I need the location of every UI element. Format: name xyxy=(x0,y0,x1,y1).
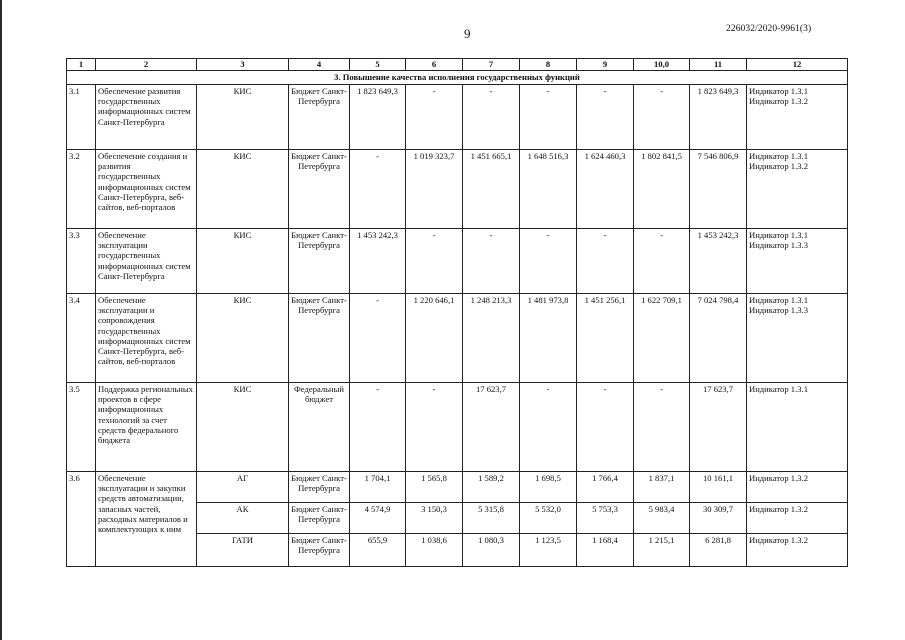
indicator-cell: Индикатор 1.3.1 Индикатор 1.3.3 xyxy=(747,294,848,383)
executor-cell: КИС xyxy=(197,85,289,150)
amount-cell: 1 589,2 xyxy=(463,472,520,503)
amount-cell: - xyxy=(634,383,690,472)
amount-cell: - xyxy=(577,85,634,150)
amount-cell: 1 248 213,3 xyxy=(463,294,520,383)
amount-cell: - xyxy=(520,383,577,472)
row-number: 3.2 xyxy=(67,150,96,229)
amount-cell: 3 150,3 xyxy=(406,503,463,534)
amount-cell: - xyxy=(463,229,520,294)
section-row xyxy=(67,71,848,85)
table-row xyxy=(67,294,848,383)
amount-cell: 1 766,4 xyxy=(577,472,634,503)
funding-source: Бюджет Санкт-Петербурга xyxy=(289,503,350,534)
header-cell: 8 xyxy=(520,59,577,71)
amount-cell: 5 315,8 xyxy=(463,503,520,534)
amount-cell: 5 532,0 xyxy=(520,503,577,534)
header-cell: 1 xyxy=(67,59,96,71)
amount-cell: 6 281,8 xyxy=(690,534,747,567)
activity-name: Обеспечение эксплуатации и закупки средств автоматизации, запасных частей, расходных материалов и комплектующих к ним xyxy=(96,472,197,567)
funding-source: Федеральный бюджет xyxy=(289,383,350,472)
row-number: 3.5 xyxy=(67,383,96,472)
row-number: 3.6 xyxy=(67,472,96,567)
amount-cell: 1 038,6 xyxy=(406,534,463,567)
indicator-cell: Индикатор 1.3.1 xyxy=(747,383,848,472)
amount-cell: - xyxy=(634,85,690,150)
table-row xyxy=(67,472,848,503)
activity-name: Обеспечение развития государственных информационных систем Санкт-Петербурга xyxy=(96,85,197,150)
amount-cell: 1 698,5 xyxy=(520,472,577,503)
amount-cell: 1 451 665,1 xyxy=(463,150,520,229)
indicator-cell: Индикатор 1.3.2 xyxy=(747,503,848,534)
row-number: 3.1 xyxy=(67,85,96,150)
executor-cell: КИС xyxy=(197,229,289,294)
header-cell: 12 xyxy=(747,59,848,71)
amount-cell: - xyxy=(350,383,406,472)
header-row xyxy=(67,59,848,71)
header-cell: 3 xyxy=(197,59,289,71)
amount-cell: 7 024 798,4 xyxy=(690,294,747,383)
indicator-cell: Индикатор 1.3.1 Индикатор 1.3.3 xyxy=(747,229,848,294)
table-row xyxy=(67,383,848,472)
row-number: 3.4 xyxy=(67,294,96,383)
header-cell: 2 xyxy=(96,59,197,71)
amount-cell: 1 080,3 xyxy=(463,534,520,567)
funding-source: Бюджет Санкт-Петербурга xyxy=(289,85,350,150)
funding-source: Бюджет Санкт-Петербурга xyxy=(289,294,350,383)
amount-cell: 17 623,7 xyxy=(690,383,747,472)
amount-cell: 1 622 709,1 xyxy=(634,294,690,383)
header-cell: 5 xyxy=(350,59,406,71)
activity-name: Поддержка региональных проектов в сфере информационных технологий за счет средств федерального бюджета xyxy=(96,383,197,472)
amount-cell: 10 161,1 xyxy=(690,472,747,503)
indicator-cell: Индикатор 1.3.2 xyxy=(747,472,848,503)
program-activities-table xyxy=(66,58,848,567)
amount-cell: 4 574,9 xyxy=(350,503,406,534)
executor-cell: АК xyxy=(197,503,289,534)
amount-cell: 1 451 256,1 xyxy=(577,294,634,383)
amount-cell: 1 704,1 xyxy=(350,472,406,503)
funding-source: Бюджет Санкт-Петербурга xyxy=(289,150,350,229)
activity-name: Обеспечение создания и развития государственных информационных систем Санкт-Петербурга, веб-сайтов, веб-порталов xyxy=(96,150,197,229)
amount-cell: 655,9 xyxy=(350,534,406,567)
amount-cell: 1 215,1 xyxy=(634,534,690,567)
amount-cell: 1 823 649,3 xyxy=(350,85,406,150)
indicator-cell: Индикатор 1.3.2 xyxy=(747,534,848,567)
amount-cell: 1 019 323,7 xyxy=(406,150,463,229)
table-row xyxy=(67,150,848,229)
amount-cell: 1 453 242,3 xyxy=(350,229,406,294)
amount-cell: 1 123,5 xyxy=(520,534,577,567)
activity-name: Обеспечение эксплуатации государственных информационных систем Санкт-Петербурга xyxy=(96,229,197,294)
amount-cell: 1 481 973,8 xyxy=(520,294,577,383)
amount-cell: - xyxy=(406,85,463,150)
page-number: 9 xyxy=(464,26,471,41)
amount-cell: 1 648 516,3 xyxy=(520,150,577,229)
amount-cell: 1 802 841,5 xyxy=(634,150,690,229)
amount-cell: - xyxy=(406,229,463,294)
section-title: 3. Повышение качества исполнения государственных функций xyxy=(67,71,848,85)
row-number: 3.3 xyxy=(67,229,96,294)
amount-cell: - xyxy=(350,150,406,229)
indicator-cell: Индикатор 1.3.1 Индикатор 1.3.2 xyxy=(747,150,848,229)
executor-cell: КИС xyxy=(197,150,289,229)
executor-cell: КИС xyxy=(197,294,289,383)
amount-cell: 1 220 646,1 xyxy=(406,294,463,383)
table-row xyxy=(67,229,848,294)
amount-cell: 30 309,7 xyxy=(690,503,747,534)
amount-cell: - xyxy=(520,229,577,294)
funding-source: Бюджет Санкт-Петербурга xyxy=(289,534,350,567)
header-cell: 9 xyxy=(577,59,634,71)
amount-cell: 17 623,7 xyxy=(463,383,520,472)
document-id: 226032/2020-9961(3) xyxy=(726,24,812,34)
amount-cell: - xyxy=(406,383,463,472)
table-row xyxy=(67,85,848,150)
amount-cell: 1 837,1 xyxy=(634,472,690,503)
activity-name: Обеспечение эксплуатации и сопровождения государственных информационных систем Санкт-Петербурга, веб-сайтов, веб-порталов xyxy=(96,294,197,383)
amount-cell: - xyxy=(520,85,577,150)
header-cell: 6 xyxy=(406,59,463,71)
amount-cell: 5 753,3 xyxy=(577,503,634,534)
header-cell: 4 xyxy=(289,59,350,71)
page-edge-line xyxy=(0,0,2,640)
amount-cell: 1 624 460,3 xyxy=(577,150,634,229)
header-cell: 10,0 xyxy=(634,59,690,71)
amount-cell: 7 546 806,9 xyxy=(690,150,747,229)
executor-cell: КИС xyxy=(197,383,289,472)
amount-cell: 1 565,8 xyxy=(406,472,463,503)
executor-cell: АГ xyxy=(197,472,289,503)
amount-cell: - xyxy=(577,383,634,472)
executor-cell: ГАТИ xyxy=(197,534,289,567)
amount-cell: - xyxy=(577,229,634,294)
amount-cell: - xyxy=(463,85,520,150)
header-cell: 7 xyxy=(463,59,520,71)
amount-cell: 1 168,4 xyxy=(577,534,634,567)
indicator-cell: Индикатор 1.3.1 Индикатор 1.3.2 xyxy=(747,85,848,150)
funding-source: Бюджет Санкт-Петербурга xyxy=(289,472,350,503)
funding-source: Бюджет Санкт-Петербурга xyxy=(289,229,350,294)
amount-cell: 1 823 649,3 xyxy=(690,85,747,150)
amount-cell: - xyxy=(350,294,406,383)
header-cell: 11 xyxy=(690,59,747,71)
amount-cell: 1 453 242,3 xyxy=(690,229,747,294)
amount-cell: - xyxy=(634,229,690,294)
amount-cell: 5 983,4 xyxy=(634,503,690,534)
